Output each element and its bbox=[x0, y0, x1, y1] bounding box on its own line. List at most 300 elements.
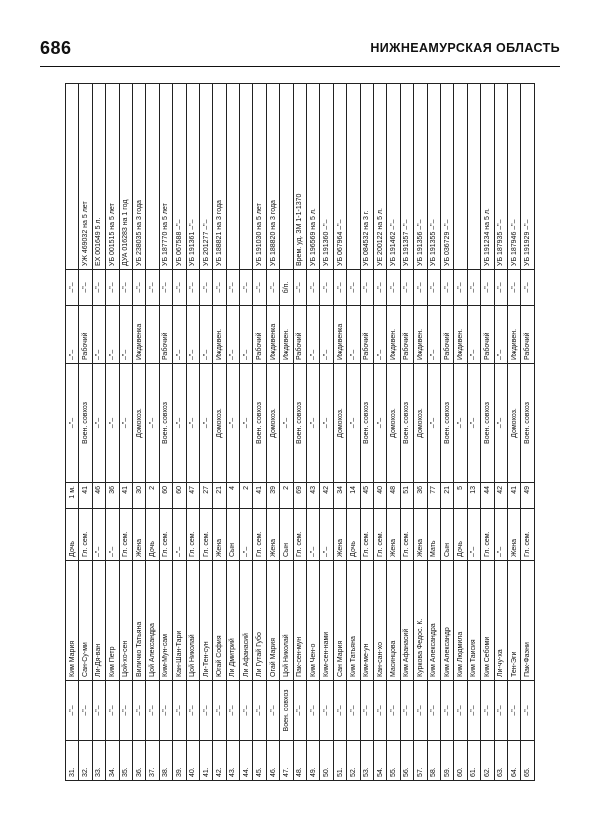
person-name-cell: Ким Себоми bbox=[481, 561, 494, 681]
workplace-cell: –"– bbox=[307, 364, 320, 483]
person-name-cell: Ли-Тен-сун bbox=[199, 561, 212, 681]
age-cell: 43 bbox=[307, 483, 320, 509]
person-name-cell: Виличко Татьяна bbox=[132, 561, 145, 681]
social-status-cell: –"– bbox=[226, 306, 239, 364]
person-name-cell: Ким Таисия bbox=[467, 561, 480, 681]
age-cell: 36 bbox=[106, 483, 119, 509]
party-status-cell: –"– bbox=[66, 270, 79, 306]
party-status-cell: –"– bbox=[507, 270, 520, 306]
row-number: 58. bbox=[427, 741, 440, 781]
workplace-cell: –"– bbox=[454, 364, 467, 483]
table-row bbox=[481, 84, 494, 781]
table-row bbox=[320, 84, 333, 781]
document-cell: УБ 238035 на 3 года bbox=[132, 84, 145, 270]
workplace-cell: Воен. совхоз bbox=[79, 364, 92, 483]
residence-cell: –"– bbox=[132, 681, 145, 741]
residence-cell: –"– bbox=[347, 681, 360, 741]
party-status-cell: –"– bbox=[427, 270, 440, 306]
social-status-cell: –"– bbox=[173, 306, 186, 364]
family-relation-cell: Жена bbox=[507, 509, 520, 561]
family-relation-cell: Дочь bbox=[146, 509, 159, 561]
row-number: 42. bbox=[213, 741, 226, 781]
residence-cell: –"– bbox=[454, 681, 467, 741]
residence-cell: –"– bbox=[92, 681, 105, 741]
residence-cell: –"– bbox=[333, 681, 346, 741]
party-status-cell: –"– bbox=[173, 270, 186, 306]
person-name-cell: Сан Мария bbox=[333, 561, 346, 681]
age-cell: 2 bbox=[280, 483, 293, 509]
age-cell: 60 bbox=[159, 483, 172, 509]
party-status-cell: –"– bbox=[467, 270, 480, 306]
table-row bbox=[387, 84, 400, 781]
residence-cell: –"– bbox=[440, 681, 453, 741]
workplace-cell: –"– bbox=[427, 364, 440, 483]
table-row bbox=[333, 84, 346, 781]
family-relation-cell: Сын bbox=[226, 509, 239, 561]
workplace-cell: –"– bbox=[494, 364, 507, 483]
document-cell: УБ 191234 на 5 л. bbox=[481, 84, 494, 270]
social-status-cell: Иждивен. bbox=[280, 306, 293, 364]
row-number: 62. bbox=[481, 741, 494, 781]
person-name-cell: Ли Дмитрий bbox=[226, 561, 239, 681]
row-number: 39. bbox=[173, 741, 186, 781]
family-relation-cell: Гл. сем. bbox=[199, 509, 212, 561]
row-number: 65. bbox=[521, 741, 534, 781]
family-relation-cell: Жена bbox=[414, 509, 427, 561]
family-relation-cell: –"– bbox=[240, 509, 253, 561]
social-status-cell: –"– bbox=[373, 306, 386, 364]
table-row bbox=[521, 84, 534, 781]
family-relation-cell: –"– bbox=[106, 509, 119, 561]
social-status-cell: Иждивен. bbox=[213, 306, 226, 364]
age-cell: 14 bbox=[347, 483, 360, 509]
document-cell bbox=[146, 84, 159, 270]
table-row bbox=[199, 84, 212, 781]
age-cell: 5 bbox=[454, 483, 467, 509]
person-name-cell: Ким-сен-нами bbox=[320, 561, 333, 681]
family-relation-cell: Гл. сем. bbox=[481, 509, 494, 561]
workplace-cell: –"– bbox=[320, 364, 333, 483]
workplace-cell: –"– bbox=[226, 364, 239, 483]
family-relation-cell: Гл. сем. bbox=[186, 509, 199, 561]
workplace-cell: Воен. совхоз bbox=[521, 364, 534, 483]
person-name-cell: Масинцова bbox=[387, 561, 400, 681]
row-number: 61. bbox=[467, 741, 480, 781]
workplace-cell: Домохоз. bbox=[387, 364, 400, 483]
party-status-cell: –"– bbox=[400, 270, 413, 306]
document-cell: УЕ 200122 на 5 л. bbox=[373, 84, 386, 270]
residence-cell: –"– bbox=[79, 681, 92, 741]
residence-cell: –"– bbox=[119, 681, 132, 741]
row-number: 52. bbox=[347, 741, 360, 781]
table-row bbox=[146, 84, 159, 781]
party-status-cell: –"– bbox=[387, 270, 400, 306]
workplace-cell: Домохоз. bbox=[333, 364, 346, 483]
age-cell: 27 bbox=[199, 483, 212, 509]
social-status-cell: Иждивен. bbox=[414, 306, 427, 364]
workplace-cell: Домохоз. bbox=[414, 364, 427, 483]
social-status-cell: –"– bbox=[106, 306, 119, 364]
party-status-cell: –"– bbox=[132, 270, 145, 306]
age-cell: 30 bbox=[132, 483, 145, 509]
workplace-cell: –"– bbox=[92, 364, 105, 483]
person-name-cell: Югай София bbox=[213, 561, 226, 681]
page-header bbox=[40, 38, 560, 64]
party-status-cell: –"– bbox=[373, 270, 386, 306]
social-status-cell: Рабочий bbox=[79, 306, 92, 364]
party-status-cell: –"– bbox=[186, 270, 199, 306]
age-cell: 77 bbox=[427, 483, 440, 509]
person-name-cell: Ким Афанасий bbox=[400, 561, 413, 681]
table-row bbox=[307, 84, 320, 781]
person-name-cell: Ким Петр bbox=[106, 561, 119, 681]
social-status-cell: –"– bbox=[320, 306, 333, 364]
workplace-cell: –"– bbox=[347, 364, 360, 483]
workplace-cell: –"– bbox=[106, 364, 119, 483]
family-relation-cell: Гл. сем. bbox=[79, 509, 92, 561]
family-relation-cell: Жена bbox=[266, 509, 279, 561]
row-number: 64. bbox=[507, 741, 520, 781]
row-number: 31. bbox=[66, 741, 79, 781]
person-name-cell: Ким Людмила bbox=[454, 561, 467, 681]
table-row bbox=[494, 84, 507, 781]
document-cell: УБ 191030 на 5 лет bbox=[253, 84, 266, 270]
residence-cell: Воен. совхоз bbox=[280, 681, 293, 741]
person-name-cell: Ким Александр bbox=[440, 561, 453, 681]
family-relation-cell: Дочь bbox=[66, 509, 79, 561]
party-status-cell: –"– bbox=[213, 270, 226, 306]
party-status-cell: –"– bbox=[266, 270, 279, 306]
register-table-body bbox=[66, 84, 535, 781]
residence-cell: –"– bbox=[240, 681, 253, 741]
social-status-cell: –"– bbox=[494, 306, 507, 364]
age-cell: 60 bbox=[173, 483, 186, 509]
document-cell: УБ 191360 –"– bbox=[320, 84, 333, 270]
age-cell: 2 bbox=[240, 483, 253, 509]
person-name-cell: Ким Татьяна bbox=[347, 561, 360, 681]
row-number: 36. bbox=[132, 741, 145, 781]
row-number: 38. bbox=[159, 741, 172, 781]
document-cell: УЖ 469032 на 5 лет bbox=[79, 84, 92, 270]
row-number: 35. bbox=[119, 741, 132, 781]
table-row bbox=[66, 84, 79, 781]
row-number: 41. bbox=[199, 741, 212, 781]
workplace-cell: Домохоз. bbox=[507, 364, 520, 483]
residence-cell: –"– bbox=[494, 681, 507, 741]
social-status-cell: Иждивен. bbox=[454, 306, 467, 364]
party-status-cell: –"– bbox=[333, 270, 346, 306]
family-relation-cell: Гл. сем. bbox=[119, 509, 132, 561]
residence-cell: –"– bbox=[400, 681, 413, 741]
person-name-cell: Цой Александра bbox=[146, 561, 159, 681]
table-row bbox=[132, 84, 145, 781]
age-cell: 39 bbox=[266, 483, 279, 509]
person-name-cell: Цой Николай bbox=[186, 561, 199, 681]
residence-cell: –"– bbox=[106, 681, 119, 741]
family-relation-cell: –"– bbox=[173, 509, 186, 561]
table-row bbox=[400, 84, 413, 781]
family-relation-cell: Сын bbox=[280, 509, 293, 561]
residence-cell: –"– bbox=[414, 681, 427, 741]
residence-cell: –"– bbox=[159, 681, 172, 741]
person-name-cell: Ким Мария bbox=[66, 561, 79, 681]
table-row bbox=[507, 84, 520, 781]
age-cell: 21 bbox=[440, 483, 453, 509]
social-status-cell: –"– bbox=[199, 306, 212, 364]
document-cell: УБ 188820 на 3 года bbox=[266, 84, 279, 270]
residence-cell: –"– bbox=[186, 681, 199, 741]
workplace-cell: Домохоз. bbox=[213, 364, 226, 483]
party-status-cell: –"– bbox=[106, 270, 119, 306]
document-cell bbox=[66, 84, 79, 270]
document-cell: УБ 187935 –"– bbox=[494, 84, 507, 270]
social-status-cell: –"– bbox=[347, 306, 360, 364]
header-rule bbox=[40, 66, 560, 67]
workplace-cell: Воен. совхоз bbox=[440, 364, 453, 483]
row-number: 33. bbox=[92, 741, 105, 781]
residence-cell: –"– bbox=[320, 681, 333, 741]
residence-cell: –"– bbox=[427, 681, 440, 741]
social-status-cell: Иждивен. bbox=[387, 306, 400, 364]
age-cell: 1 м. bbox=[66, 483, 79, 509]
document-cell: УБ 196569 на 5 л. bbox=[307, 84, 320, 270]
age-cell: 49 bbox=[521, 483, 534, 509]
person-name-cell: Цой Николай bbox=[280, 561, 293, 681]
table-row bbox=[159, 84, 172, 781]
table-row bbox=[253, 84, 266, 781]
workplace-cell: –"– bbox=[199, 364, 212, 483]
age-cell: 41 bbox=[253, 483, 266, 509]
person-name-cell: Сан-Су-ми bbox=[79, 561, 92, 681]
social-status-cell: Иждивен. bbox=[507, 306, 520, 364]
party-status-cell: –"– bbox=[440, 270, 453, 306]
document-cell: УБ 191462 –"– bbox=[387, 84, 400, 270]
document-cell: УБ 187946 –"– bbox=[507, 84, 520, 270]
document-cell: УБ 191355 –"– bbox=[427, 84, 440, 270]
age-cell: 44 bbox=[481, 483, 494, 509]
social-status-cell bbox=[146, 306, 159, 364]
party-status-cell: –"– bbox=[494, 270, 507, 306]
residence-cell: –"– bbox=[213, 681, 226, 741]
document-cell: ЕХ 001649 5 л. bbox=[92, 84, 105, 270]
social-status-cell: –"– bbox=[307, 306, 320, 364]
family-relation-cell: Гл. сем. bbox=[373, 509, 386, 561]
workplace-cell: Воен. совхоз bbox=[481, 364, 494, 483]
person-name-cell: Ли-Дя-ван bbox=[92, 561, 105, 681]
document-cell bbox=[467, 84, 480, 270]
document-cell bbox=[226, 84, 239, 270]
document-cell: УБ 191356 –"– bbox=[414, 84, 427, 270]
social-status-cell: Иждивенка bbox=[333, 306, 346, 364]
workplace-cell: Воен. совхоз bbox=[293, 364, 306, 483]
row-number: 43. bbox=[226, 741, 239, 781]
family-relation-cell: –"– bbox=[467, 509, 480, 561]
party-status-cell: –"– bbox=[454, 270, 467, 306]
workplace-cell: –"– bbox=[467, 364, 480, 483]
residence-cell: –"– bbox=[373, 681, 386, 741]
age-cell: 45 bbox=[360, 483, 373, 509]
row-number: 48. bbox=[293, 741, 306, 781]
table-row bbox=[427, 84, 440, 781]
family-relation-cell: Гл. сем. bbox=[159, 509, 172, 561]
age-cell: 69 bbox=[293, 483, 306, 509]
social-status-cell: Иждивенка bbox=[132, 306, 145, 364]
age-cell: 51 bbox=[400, 483, 413, 509]
row-number: 37. bbox=[146, 741, 159, 781]
residence-cell: –"– bbox=[266, 681, 279, 741]
document-cell bbox=[240, 84, 253, 270]
social-status-cell: Рабочий bbox=[293, 306, 306, 364]
table-row bbox=[373, 84, 386, 781]
register-table bbox=[65, 83, 535, 781]
row-number: 54. bbox=[373, 741, 386, 781]
row-number: 56. bbox=[400, 741, 413, 781]
document-cell: УБ 191929 –"– bbox=[521, 84, 534, 270]
age-cell: 41 bbox=[507, 483, 520, 509]
document-cell: УБ 191357 –"– bbox=[400, 84, 413, 270]
workplace-cell: Воен. совхоз bbox=[360, 364, 373, 483]
person-name-cell: Кан-сан-хо bbox=[373, 561, 386, 681]
document-cell: УБ 001515 на 5 лет bbox=[106, 84, 119, 270]
person-name-cell: Цой-хо-сен bbox=[119, 561, 132, 681]
age-cell: 47 bbox=[186, 483, 199, 509]
party-status-cell: –"– bbox=[119, 270, 132, 306]
table-row bbox=[240, 84, 253, 781]
party-status-cell: –"– bbox=[159, 270, 172, 306]
row-number: 44. bbox=[240, 741, 253, 781]
family-relation-cell: Дочь bbox=[454, 509, 467, 561]
row-number: 55. bbox=[387, 741, 400, 781]
document-cell bbox=[454, 84, 467, 270]
party-status-cell: –"– bbox=[414, 270, 427, 306]
workplace-cell: –"– bbox=[173, 364, 186, 483]
family-relation-cell: Мать bbox=[427, 509, 440, 561]
social-status-cell: Иждивенка bbox=[266, 306, 279, 364]
workplace-cell: –"– bbox=[146, 364, 159, 483]
party-status-cell: –"– bbox=[146, 270, 159, 306]
residence-cell: –"– bbox=[307, 681, 320, 741]
row-number: 57. bbox=[414, 741, 427, 781]
table-area bbox=[65, 84, 531, 781]
table-row bbox=[467, 84, 480, 781]
social-status-cell: Рабочий bbox=[440, 306, 453, 364]
social-status-cell: –"– bbox=[119, 306, 132, 364]
residence-cell: –"– bbox=[521, 681, 534, 741]
page-number: 686 bbox=[40, 38, 72, 58]
workplace-cell: Воен. совхоз bbox=[159, 364, 172, 483]
party-status-cell: –"– bbox=[92, 270, 105, 306]
workplace-cell: Домохоз. bbox=[132, 364, 145, 483]
person-name-cell: Куркова Федос. К. bbox=[414, 561, 427, 681]
party-status-cell: –"– bbox=[481, 270, 494, 306]
workplace-cell: –"– bbox=[66, 364, 79, 483]
age-cell: 21 bbox=[213, 483, 226, 509]
social-status-cell: Рабочий bbox=[253, 306, 266, 364]
age-cell: 48 bbox=[387, 483, 400, 509]
age-cell: 13 bbox=[467, 483, 480, 509]
row-number: 60. bbox=[454, 741, 467, 781]
age-cell: 4 bbox=[226, 483, 239, 509]
person-name-cell: Ли-чу-ха bbox=[494, 561, 507, 681]
residence-cell: –"– bbox=[293, 681, 306, 741]
workplace-cell: –"– bbox=[186, 364, 199, 483]
age-cell: 36 bbox=[414, 483, 427, 509]
table-row bbox=[440, 84, 453, 781]
document-cell bbox=[347, 84, 360, 270]
family-relation-cell: Гл. сем. bbox=[521, 509, 534, 561]
social-status-cell: –"– bbox=[92, 306, 105, 364]
workplace-cell: Домохоз. bbox=[266, 364, 279, 483]
party-status-cell: –"– bbox=[293, 270, 306, 306]
person-name-cell: Ким Чен-о bbox=[307, 561, 320, 681]
residence-cell: –"– bbox=[173, 681, 186, 741]
person-name-cell: Огай Мария bbox=[266, 561, 279, 681]
document-cell: УБ 201277 –"– bbox=[199, 84, 212, 270]
social-status-cell: Рабочий bbox=[521, 306, 534, 364]
family-relation-cell: Дочь bbox=[347, 509, 360, 561]
table-row bbox=[79, 84, 92, 781]
social-status-cell: –"– bbox=[186, 306, 199, 364]
row-number: 50. bbox=[320, 741, 333, 781]
document-cell: УБ 191361 –"– bbox=[186, 84, 199, 270]
party-status-cell: –"– bbox=[360, 270, 373, 306]
family-relation-cell: Гл. сем. bbox=[360, 509, 373, 561]
region-title: НИЖНЕАМУРСКАЯ ОБЛАСТЬ bbox=[370, 41, 560, 55]
table-row bbox=[454, 84, 467, 781]
table-row bbox=[266, 84, 279, 781]
party-status-cell: –"– bbox=[240, 270, 253, 306]
row-number: 34. bbox=[106, 741, 119, 781]
person-name-cell: Тен-Эги bbox=[507, 561, 520, 681]
document-cell: Врем. уд. ЗМ 1-1-1370 bbox=[293, 84, 306, 270]
social-status-cell: Рабочий bbox=[360, 306, 373, 364]
social-status-cell: Рабочий bbox=[481, 306, 494, 364]
document-cell: УБ 067588 –"– bbox=[173, 84, 186, 270]
row-number: 45. bbox=[253, 741, 266, 781]
rotated-table-wrapper bbox=[65, 84, 531, 781]
family-relation-cell: Гл. сем. bbox=[400, 509, 413, 561]
party-status-cell: –"– bbox=[79, 270, 92, 306]
residence-cell: –"– bbox=[387, 681, 400, 741]
person-name-cell: Пак-сен-мун bbox=[293, 561, 306, 681]
age-cell: 46 bbox=[92, 483, 105, 509]
person-name-cell: Ким Александра bbox=[427, 561, 440, 681]
person-name-cell: Ли Афанасий bbox=[240, 561, 253, 681]
row-number: 63. bbox=[494, 741, 507, 781]
family-relation-cell: –"– bbox=[307, 509, 320, 561]
workplace-cell: –"– bbox=[373, 364, 386, 483]
document-cell: УБ 084532 на 3 г. bbox=[360, 84, 373, 270]
party-status-cell: –"– bbox=[320, 270, 333, 306]
row-number: 53. bbox=[360, 741, 373, 781]
row-number: 47. bbox=[280, 741, 293, 781]
party-status-cell: –"– bbox=[199, 270, 212, 306]
party-status-cell: –"– bbox=[347, 270, 360, 306]
age-cell: 42 bbox=[320, 483, 333, 509]
party-status-cell: б/п. bbox=[280, 270, 293, 306]
social-status-cell: Рабочий bbox=[400, 306, 413, 364]
family-relation-cell: Жена bbox=[132, 509, 145, 561]
table-row bbox=[347, 84, 360, 781]
workplace-cell: –"– bbox=[240, 364, 253, 483]
workplace-cell: Воен. совхоз bbox=[400, 364, 413, 483]
age-cell: 41 bbox=[79, 483, 92, 509]
residence-cell: –"– bbox=[66, 681, 79, 741]
row-number: 49. bbox=[307, 741, 320, 781]
document-cell: УБ 187770 на 5 лет bbox=[159, 84, 172, 270]
table-row bbox=[119, 84, 132, 781]
party-status-cell: –"– bbox=[226, 270, 239, 306]
